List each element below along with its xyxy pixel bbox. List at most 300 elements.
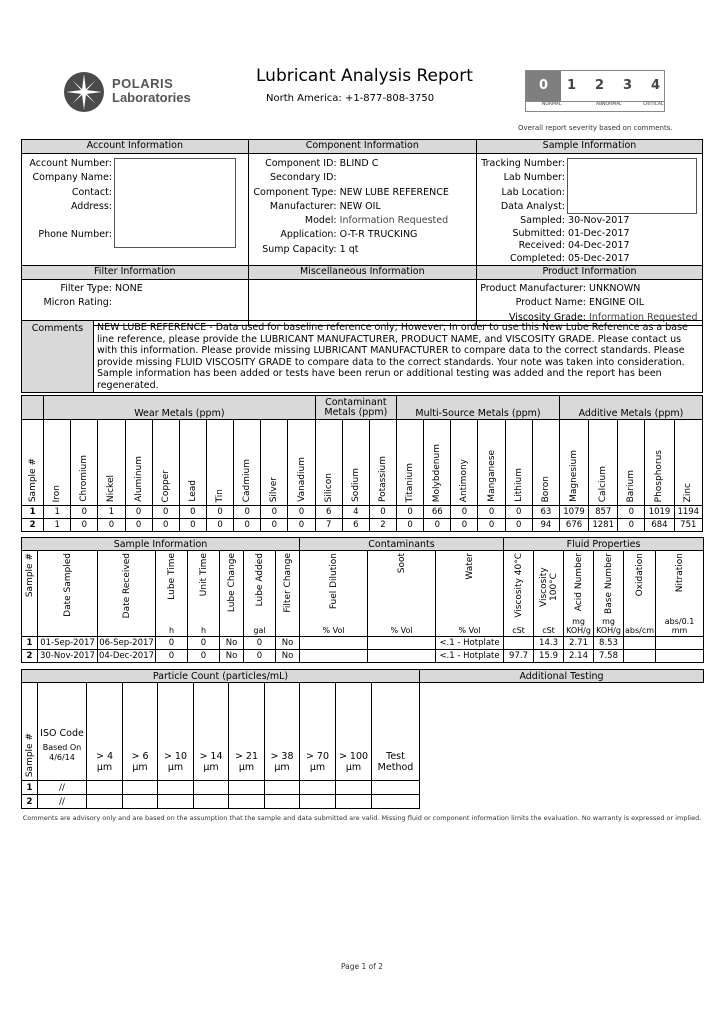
additional-testing-cell bbox=[420, 683, 704, 781]
particle-value bbox=[300, 795, 336, 809]
particle-col-header bbox=[265, 683, 300, 781]
metals-value: 0 bbox=[71, 519, 98, 532]
particle-col-header bbox=[229, 683, 265, 781]
metals-col-label-nickel: Nickel bbox=[106, 474, 117, 502]
metals-value: 0 bbox=[98, 519, 125, 532]
metals-col-header bbox=[618, 420, 645, 506]
particle-col-label: Test Method bbox=[377, 750, 414, 773]
fluid-value: 01-Sep-2017 bbox=[38, 637, 98, 650]
additive-metals-header: Additive Metals (ppm) bbox=[559, 396, 702, 420]
metals-value: 2 bbox=[369, 519, 396, 532]
fluid-value: No bbox=[276, 637, 300, 650]
application-value: O-T-R TRUCKING bbox=[339, 229, 418, 241]
fluid-value bbox=[624, 637, 656, 650]
metals-col-header bbox=[179, 420, 206, 506]
metals-col-label-zinc: Zinc bbox=[683, 482, 694, 502]
metals-col-label-aluminum: Aluminum bbox=[133, 456, 144, 502]
particle-col-label: > 6 µm bbox=[131, 750, 149, 773]
fluid-col-header bbox=[98, 551, 156, 637]
received-label: Received: bbox=[518, 240, 565, 252]
particle-col-label: > 10 µm bbox=[163, 750, 188, 773]
account-info-header: Account Information bbox=[22, 140, 249, 154]
metals-value: 0 bbox=[424, 519, 451, 532]
particle-value bbox=[336, 781, 372, 795]
fluid-value bbox=[368, 650, 436, 663]
metals-sample-col-label: Sample # bbox=[27, 457, 38, 502]
brand-subname: Laboratories bbox=[112, 90, 191, 105]
iso-code-value: // bbox=[38, 781, 87, 795]
metals-col-label-chromium: Chromium bbox=[79, 455, 90, 502]
fluid-value bbox=[656, 637, 704, 650]
completed-value: 05-Dec-2017 bbox=[568, 253, 630, 265]
metals-value: 0 bbox=[152, 519, 179, 532]
sample-info-header: Sample Information bbox=[477, 140, 703, 154]
submitted-value: 01-Dec-2017 bbox=[568, 228, 630, 240]
fluid-sample-number: 2 bbox=[22, 650, 38, 663]
micron-rating-label: Micron Rating: bbox=[43, 297, 112, 309]
metals-value: 0 bbox=[618, 506, 645, 519]
fluid-value: 0 bbox=[156, 637, 188, 650]
page-number: Page 1 of 2 bbox=[340, 962, 384, 971]
metals-col-label-molybdenum: Molybdenum bbox=[432, 443, 443, 502]
fluid-value: 0 bbox=[156, 650, 188, 663]
data-analyst-label: Data Analyst: bbox=[500, 200, 565, 212]
particle-value bbox=[194, 795, 229, 809]
info-table bbox=[21, 139, 703, 326]
fluid-col-label-viscosity-40-c: Viscosity 40°C bbox=[513, 553, 524, 618]
metals-col-label-tin: Tin bbox=[215, 488, 226, 502]
submitted-label: Submitted: bbox=[512, 228, 565, 240]
metals-value: 1019 bbox=[645, 506, 674, 519]
metals-col-label-titanium: Titanium bbox=[405, 462, 416, 502]
metals-value: 857 bbox=[589, 506, 618, 519]
fluid-col-header bbox=[534, 551, 564, 637]
metals-value: 1281 bbox=[589, 519, 618, 532]
fluid-col-label-acid-number: Acid Number bbox=[573, 553, 584, 612]
fluid-col-label-oxidation: Oxidation bbox=[634, 553, 645, 597]
fluid-col-label-date-received: Date Received bbox=[121, 553, 132, 619]
fluid-col-label-fuel-dilution: Fuel Dilution bbox=[328, 553, 339, 610]
contact-phone: North America: +1-877-808-3750 bbox=[266, 93, 435, 104]
particle-value bbox=[265, 781, 300, 795]
metals-value: 1194 bbox=[674, 506, 702, 519]
viscosity-grade-value: Information Requested bbox=[589, 311, 698, 323]
secondary-id-label: Secondary ID: bbox=[269, 172, 337, 184]
metals-value: 94 bbox=[532, 519, 559, 532]
fluid-value: <.1 - Hotplate bbox=[436, 637, 504, 650]
particle-col-label: > 70 µm bbox=[305, 750, 330, 773]
metals-col-header bbox=[261, 420, 288, 506]
fluid-value: 06-Sep-2017 bbox=[99, 638, 154, 648]
comments-label: Comments bbox=[22, 321, 94, 393]
fluid-col-unit: abs/0.1 mm bbox=[664, 617, 695, 635]
metals-col-header bbox=[44, 420, 71, 506]
metals-value: 66 bbox=[424, 506, 451, 519]
particle-col-label: > 100 µm bbox=[338, 750, 369, 773]
particle-col-header bbox=[123, 683, 158, 781]
component-type-label: Component Type: bbox=[253, 186, 337, 198]
fluid-value: <.1 - Hotplate bbox=[436, 650, 504, 663]
fluid-col-label-base-number: Base Number bbox=[603, 553, 614, 614]
fluid-value: 7.58 bbox=[594, 650, 624, 663]
metals-value: 0 bbox=[618, 519, 645, 532]
sample-tracking-box bbox=[567, 158, 697, 214]
metals-col-label-boron: Boron bbox=[540, 475, 551, 502]
particle-sample-col-label: Sample # bbox=[24, 732, 35, 777]
component-id-label: Component ID: bbox=[265, 158, 337, 169]
particle-col-header bbox=[87, 683, 123, 781]
particle-row bbox=[22, 795, 704, 809]
lab-number-label: Lab Number: bbox=[503, 172, 565, 184]
metals-col-label-silicon: Silicon bbox=[323, 472, 334, 502]
metals-value: 684 bbox=[645, 519, 674, 532]
severity-level-1: 1 bbox=[566, 78, 577, 93]
fluid-col-unit: mg KOH/g bbox=[596, 617, 621, 635]
particle-value bbox=[229, 781, 265, 795]
fluid-col-header bbox=[300, 551, 368, 637]
comments-text: NEW LUBE REFERENCE - Data used for baseline reference only; However; In order to use this New Lube Reference as a base line reference, please provide the LUBRICANT MANUFACTURER, PRODUCT NAME, and VISCOSITY GRADE. Please contact us with this information. Please provide missing LUBRICANT MANUFACTURER to compare data to the correct standards. Please provide missing FLUID VISCOSITY GRADE to compare data to the correct standards. Your note was taken into consideration. Sample information has been added or tests have been rerun or additional testing was added and the report has been regenerated. bbox=[94, 321, 703, 393]
severity-level-3: 3 bbox=[622, 78, 633, 93]
sump-capacity-label: Sump Capacity: bbox=[262, 243, 337, 255]
component-type-value: NEW LUBE REFERENCE bbox=[339, 186, 449, 198]
metals-col-header bbox=[98, 420, 125, 506]
fluid-col-header bbox=[276, 551, 300, 637]
severity-note: Overall report severity based on comments. bbox=[518, 124, 673, 132]
metals-col-header bbox=[589, 420, 618, 506]
metals-row bbox=[22, 506, 703, 519]
metals-col-header bbox=[478, 420, 505, 506]
fluid-col-unit: % Vol bbox=[322, 626, 345, 635]
metals-col-label-potassium: Potassium bbox=[377, 455, 388, 502]
particle-value bbox=[194, 781, 229, 795]
metals-value: 1 bbox=[98, 506, 125, 519]
metals-col-label-antimony: Antimony bbox=[459, 458, 470, 502]
sampled-value: 30-Nov-2017 bbox=[568, 215, 630, 227]
fluid-value bbox=[656, 650, 704, 663]
metals-col-header bbox=[206, 420, 233, 506]
severity-level-0: 0 bbox=[526, 71, 561, 101]
fluid-value: No bbox=[276, 650, 300, 663]
metals-value: 0 bbox=[179, 519, 206, 532]
particle-sample-number: 2 bbox=[22, 795, 38, 809]
metals-value: 1 bbox=[44, 519, 71, 532]
iso-code-basis: Based On 4/6/14 bbox=[42, 743, 82, 762]
metals-value: 0 bbox=[261, 519, 288, 532]
iso-code-label: ISO Code bbox=[40, 728, 84, 739]
particle-count-header: Particle Count (particles/mL) bbox=[22, 670, 420, 683]
fluid-col-header bbox=[156, 551, 188, 637]
fluid-col-header bbox=[38, 551, 98, 637]
metals-table bbox=[21, 395, 703, 532]
metals-value: 0 bbox=[505, 506, 532, 519]
particle-row bbox=[22, 781, 704, 795]
particle-value bbox=[300, 781, 336, 795]
metals-value: 1 bbox=[44, 506, 71, 519]
metals-col-header bbox=[369, 420, 396, 506]
contaminant-metals-header: Contaminant Metals (ppm) bbox=[315, 396, 396, 420]
metals-sample-number: 1 bbox=[22, 506, 44, 519]
comments-table bbox=[21, 320, 703, 393]
particle-col-header bbox=[194, 683, 229, 781]
multi-source-metals-header: Multi-Source Metals (ppm) bbox=[397, 396, 560, 420]
metals-value: 0 bbox=[397, 519, 424, 532]
fluid-value bbox=[368, 637, 436, 650]
metals-col-header bbox=[125, 420, 152, 506]
metals-value: 0 bbox=[152, 506, 179, 519]
metals-row bbox=[22, 519, 703, 532]
metals-col-header bbox=[532, 420, 559, 506]
filter-info-cell bbox=[22, 280, 249, 326]
particle-col-header bbox=[158, 683, 194, 781]
component-info-cell bbox=[248, 154, 476, 266]
contact-label: Contact: bbox=[71, 186, 112, 198]
polaris-logo bbox=[62, 70, 212, 110]
particle-col-header bbox=[372, 683, 420, 781]
misc-info-header: Miscellaneous Information bbox=[248, 266, 476, 280]
particle-value bbox=[123, 781, 158, 795]
fluid-col-label-sample: Sample # bbox=[24, 553, 35, 598]
particle-value bbox=[336, 795, 372, 809]
metals-value: 63 bbox=[532, 506, 559, 519]
fluid-col-label-soot: Soot bbox=[396, 553, 407, 574]
metals-col-label-copper: Copper bbox=[160, 469, 171, 502]
fluid-value: No bbox=[220, 650, 244, 663]
contaminants-header: Contaminants bbox=[300, 538, 504, 551]
particle-value bbox=[158, 781, 194, 795]
metals-col-label-silver: Silver bbox=[269, 476, 280, 502]
particle-sample-number: 1 bbox=[22, 781, 38, 795]
fluid-col-unit: gal bbox=[253, 626, 266, 635]
particle-sample-col-header bbox=[22, 683, 38, 781]
particle-col-label: > 14 µm bbox=[199, 750, 223, 773]
metals-col-label-iron: Iron bbox=[52, 484, 63, 502]
fluid-col-header bbox=[624, 551, 656, 637]
iso-code-header bbox=[38, 683, 87, 781]
severity-label-critical: CRITICAL bbox=[643, 102, 664, 107]
metals-value: 0 bbox=[478, 506, 505, 519]
fluid-col-label-viscosity-100-c: Viscosity 100°C bbox=[538, 567, 559, 608]
tracking-number-label: Tracking Number: bbox=[481, 158, 565, 169]
particle-value bbox=[123, 795, 158, 809]
fluid-col-unit: cSt bbox=[512, 626, 525, 635]
metals-value: 0 bbox=[288, 506, 315, 519]
metals-value: 0 bbox=[478, 519, 505, 532]
sample-info-cell bbox=[477, 154, 703, 266]
metals-value: 676 bbox=[559, 519, 588, 532]
metals-value: 751 bbox=[674, 519, 702, 532]
completed-label: Completed: bbox=[509, 253, 565, 265]
metals-value: 0 bbox=[179, 506, 206, 519]
fluid-value: 0 bbox=[188, 650, 220, 663]
metals-col-header bbox=[342, 420, 369, 506]
metals-value: 0 bbox=[451, 506, 478, 519]
report-title: Lubricant Analysis Report bbox=[256, 66, 473, 86]
fluid-value: 30-Nov-2017 bbox=[38, 650, 98, 663]
account-address-box bbox=[114, 158, 236, 248]
component-id-value: BLIND C bbox=[339, 158, 379, 169]
metals-value: 0 bbox=[206, 506, 233, 519]
metals-col-header bbox=[559, 420, 588, 506]
fluid-value: 0 bbox=[188, 637, 220, 650]
particle-value bbox=[87, 795, 123, 809]
fluid-col-header bbox=[22, 551, 38, 637]
fluid-col-unit: h bbox=[168, 626, 175, 635]
fluid-col-header bbox=[368, 551, 436, 637]
metals-col-label-manganese: Manganese bbox=[486, 450, 497, 502]
fluid-sample-info-header: Sample Information bbox=[22, 538, 300, 551]
particle-value bbox=[372, 781, 420, 795]
fluid-value bbox=[504, 637, 534, 650]
filter-type-label: Filter Type: bbox=[60, 283, 112, 294]
fluid-col-unit: cSt bbox=[542, 626, 555, 635]
disclaimer: Comments are advisory only and are based on the assumption that the sample and data submitted are valid. Missing fluid or component information limits the evaluation. No warranty is expressed or implied. bbox=[22, 814, 702, 822]
fluid-properties-header: Fluid Properties bbox=[504, 538, 704, 551]
metals-value: 0 bbox=[451, 519, 478, 532]
particle-value bbox=[229, 795, 265, 809]
metals-value: 0 bbox=[369, 506, 396, 519]
lab-location-label: Lab Location: bbox=[501, 186, 565, 198]
fluid-col-header bbox=[436, 551, 504, 637]
fluid-col-header bbox=[220, 551, 244, 637]
fluid-row bbox=[22, 637, 704, 650]
particle-value bbox=[87, 781, 123, 795]
received-value: 04-Dec-2017 bbox=[568, 240, 630, 252]
fluid-col-header bbox=[504, 551, 534, 637]
particle-value bbox=[265, 795, 300, 809]
fluid-col-label-nitration: Nitration bbox=[674, 553, 685, 593]
iso-code-value: // bbox=[38, 795, 87, 809]
sampled-label: Sampled: bbox=[520, 215, 565, 227]
fluid-value bbox=[300, 637, 368, 650]
fluid-col-unit: % Vol bbox=[390, 626, 413, 635]
metals-value: 0 bbox=[234, 519, 261, 532]
metals-value: 0 bbox=[261, 506, 288, 519]
particle-col-label: > 38 µm bbox=[270, 750, 294, 773]
fluid-col-header bbox=[564, 551, 594, 637]
metals-col-header bbox=[71, 420, 98, 506]
metals-col-label-barium: Barium bbox=[626, 469, 637, 502]
metals-value: 0 bbox=[206, 519, 233, 532]
metals-corner bbox=[22, 396, 44, 420]
particle-col-header bbox=[336, 683, 372, 781]
fluid-value: 97.7 bbox=[504, 650, 534, 663]
fluid-value: 2.14 bbox=[564, 650, 594, 663]
metals-value: 0 bbox=[125, 519, 152, 532]
viscosity-grade-label: Viscosity Grade: bbox=[508, 311, 586, 323]
fluid-value: 8.53 bbox=[594, 637, 624, 650]
metals-col-label-lithium: Lithium bbox=[513, 468, 524, 502]
fluid-col-label-date-sampled: Date Sampled bbox=[62, 553, 73, 617]
metals-value: 6 bbox=[315, 506, 342, 519]
fluid-col-label-filter-change: Filter Change bbox=[282, 553, 293, 613]
additional-testing-blank bbox=[420, 781, 704, 795]
metals-col-header bbox=[234, 420, 261, 506]
metals-value: 0 bbox=[125, 506, 152, 519]
fluid-value: 14.3 bbox=[534, 637, 564, 650]
account-number-label: Account Number: bbox=[29, 158, 112, 169]
additional-testing-blank bbox=[420, 795, 704, 809]
metals-value: 0 bbox=[397, 506, 424, 519]
fluid-col-header bbox=[244, 551, 276, 637]
fluid-col-label-water: Water bbox=[464, 553, 475, 580]
fluid-col-label-lube-change: Lube Change bbox=[226, 553, 237, 613]
wear-metals-header: Wear Metals (ppm) bbox=[44, 396, 316, 420]
metals-col-label-calcium: Calcium bbox=[598, 465, 609, 502]
fluid-value: 04-Dec-2017 bbox=[98, 651, 155, 661]
particle-value bbox=[158, 795, 194, 809]
fluid-value: 15.9 bbox=[534, 650, 564, 663]
fluid-value bbox=[624, 650, 656, 663]
metals-col-label-cadmium: Cadmium bbox=[242, 458, 253, 502]
metals-col-header bbox=[424, 420, 451, 506]
fluid-col-unit: h bbox=[200, 626, 207, 635]
metals-value: 0 bbox=[234, 506, 261, 519]
particle-value bbox=[372, 795, 420, 809]
fluid-value bbox=[300, 650, 368, 663]
metals-value: 0 bbox=[505, 519, 532, 532]
severity-label-abnormal: ABNORMAL bbox=[596, 102, 622, 107]
fluid-col-label-unit-time: Unit Time bbox=[198, 553, 209, 597]
metals-value: 0 bbox=[71, 506, 98, 519]
manufacturer-label: Manufacturer: bbox=[269, 200, 337, 212]
product-info-cell bbox=[477, 280, 703, 326]
fluid-col-label-lube-added: Lube Added bbox=[254, 553, 265, 607]
metals-sample-number: 2 bbox=[22, 519, 44, 532]
metals-sample-col-header bbox=[22, 420, 44, 506]
metals-value: 6 bbox=[342, 519, 369, 532]
address-label: Address: bbox=[70, 200, 112, 212]
model-label: Model: bbox=[304, 215, 337, 227]
model-value: Information Requested bbox=[339, 215, 449, 227]
manufacturer-value: NEW OIL bbox=[339, 200, 381, 212]
filter-info-header: Filter Information bbox=[22, 266, 249, 280]
metals-value: 7 bbox=[315, 519, 342, 532]
particle-col-header bbox=[300, 683, 336, 781]
metals-col-header bbox=[152, 420, 179, 506]
fluid-col-header bbox=[188, 551, 220, 637]
application-label: Application: bbox=[280, 229, 337, 241]
fluid-col-unit: % Vol bbox=[458, 626, 481, 635]
metals-value: 4 bbox=[342, 506, 369, 519]
fluid-col-unit: mg KOH/g bbox=[566, 617, 591, 635]
fluid-col-header bbox=[656, 551, 704, 637]
severity-scale bbox=[525, 70, 665, 112]
product-info-header: Product Information bbox=[477, 266, 703, 280]
metals-col-header bbox=[288, 420, 315, 506]
fluid-properties-table bbox=[21, 537, 704, 663]
metals-col-header bbox=[397, 420, 424, 506]
component-info-header: Component Information bbox=[248, 140, 476, 154]
product-name-label: Product Name: bbox=[515, 297, 586, 309]
metals-col-header bbox=[315, 420, 342, 506]
metals-col-header bbox=[505, 420, 532, 506]
sump-capacity-value: 1 qt bbox=[339, 243, 359, 255]
metals-col-label-lead: Lead bbox=[187, 480, 198, 502]
misc-info-cell bbox=[248, 280, 476, 326]
metals-col-header bbox=[645, 420, 674, 506]
severity-level-2: 2 bbox=[594, 78, 605, 93]
fluid-value: 0 bbox=[244, 637, 276, 650]
metals-value: 0 bbox=[288, 519, 315, 532]
metals-col-header bbox=[451, 420, 478, 506]
metals-col-label-sodium: Sodium bbox=[350, 468, 361, 502]
phone-number-label: Phone Number: bbox=[38, 229, 112, 241]
star-logo-icon bbox=[62, 70, 108, 116]
particle-col-label: > 21 µm bbox=[234, 750, 259, 773]
particle-col-label: > 4 µm bbox=[95, 750, 114, 773]
metals-col-header bbox=[674, 420, 702, 506]
severity-label-normal: NORMAL bbox=[542, 102, 562, 107]
